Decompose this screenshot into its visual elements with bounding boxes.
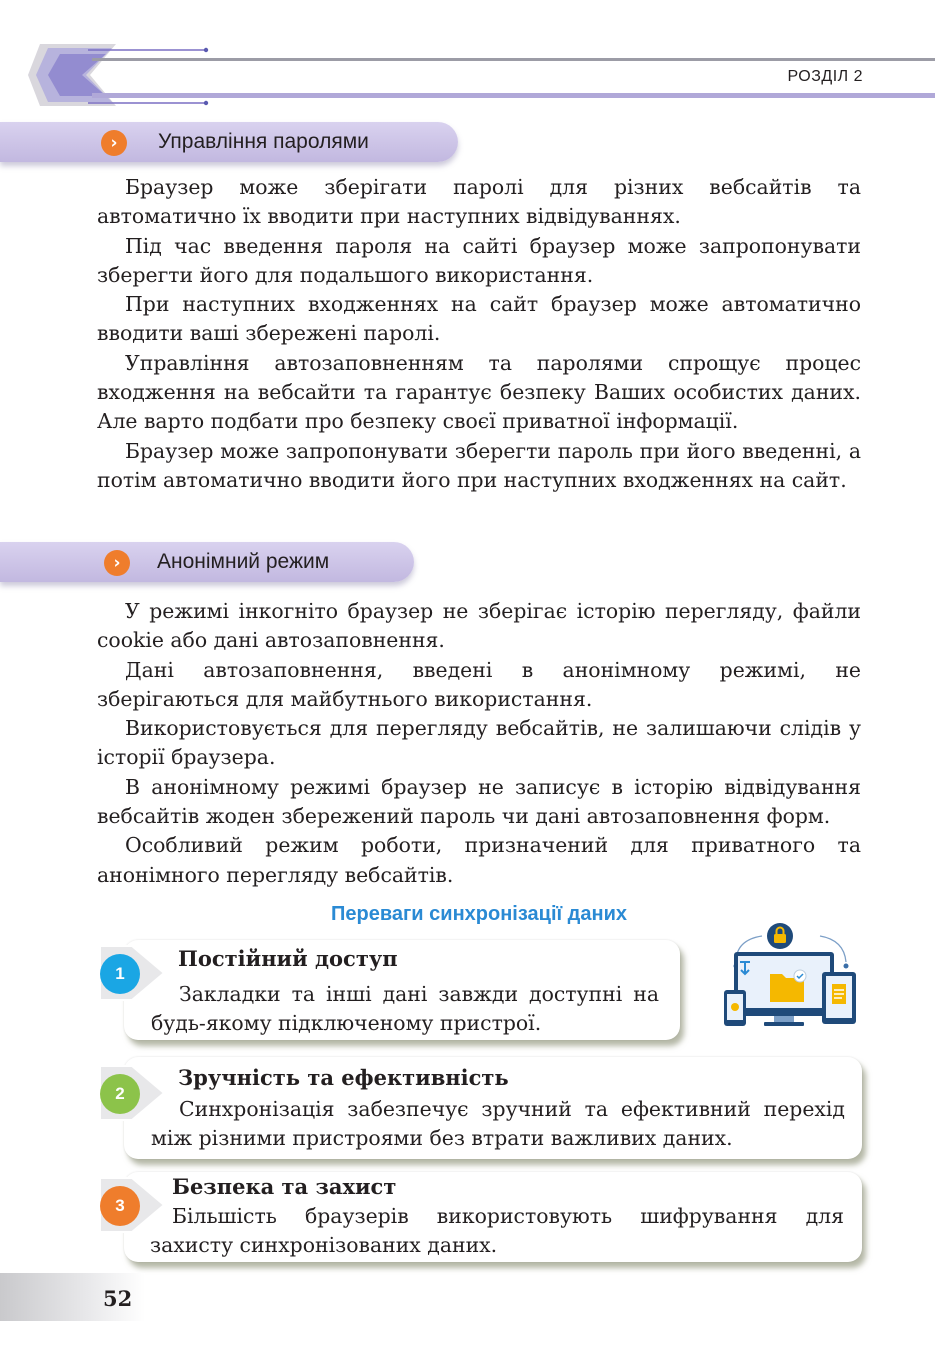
benefit-badge-3 bbox=[92, 1172, 158, 1238]
header-line-bottom bbox=[92, 93, 935, 98]
devices-sync-icon bbox=[718, 918, 864, 1032]
header-chevron-icon bbox=[26, 40, 241, 110]
paragraph: Браузер може запропонувати зберегти пароль при його введенні, а потім автоматично вводити його при наступних входженнях на сайт. bbox=[97, 438, 861, 492]
benefit-card-1 bbox=[124, 940, 680, 1040]
benefit-card-2 bbox=[124, 1057, 862, 1159]
benefits-heading: Переваги синхронізації даних bbox=[330, 903, 627, 925]
section-incognito-text bbox=[97, 597, 861, 890]
paragraph: Дані автозаповнення, введені в анонімному режимі, не зберігаються для майбутнього використання. bbox=[97, 657, 861, 711]
benefit-badge-1 bbox=[92, 940, 158, 1006]
benefit-badge-2 bbox=[92, 1060, 158, 1126]
benefit-title: Постійний доступ bbox=[178, 946, 398, 971]
benefit-title: Безпека та захист bbox=[172, 1174, 397, 1199]
header-line-top bbox=[92, 58, 935, 61]
section-passwords-text bbox=[97, 173, 861, 495]
benefit-title: Зручність та ефективність bbox=[178, 1065, 509, 1090]
benefit-text: Синхронізація забезпечує зручний та ефективний перехід між різними пристроями без втрати важливих даних. bbox=[151, 1097, 845, 1150]
benefit-text: Більшість браузерів використовують шифрування для захисту синхронізованих даних. bbox=[150, 1204, 844, 1257]
section-title: Управління паролями bbox=[158, 130, 369, 153]
paragraph: При наступних входженнях на сайт браузер може автоматично вводити ваші збережені паролі. bbox=[97, 292, 861, 346]
paragraph: У режимі інкогніто браузер не зберігає історію перегляду, файли cookie або дані автозаповнення. bbox=[97, 599, 861, 653]
benefit-card-3 bbox=[124, 1172, 862, 1262]
badge-number: 3 bbox=[100, 1186, 140, 1226]
paragraph: В анонімному режимі браузер не записує в історію відвідування вебсайтів жоден збережений пароль чи дані автозаповнення форм. bbox=[97, 774, 861, 829]
chevron-right-icon: › bbox=[101, 130, 127, 156]
benefit-text: Закладки та інші дані завжди доступні на будь-якому підключеному пристрої. bbox=[151, 982, 659, 1035]
badge-number: 1 bbox=[100, 954, 140, 994]
section-title: Анонімний режим bbox=[157, 550, 330, 573]
badge-number: 2 bbox=[100, 1074, 140, 1114]
section-heading-incognito bbox=[0, 542, 414, 582]
paragraph: Особливий режим роботи, призначений для приватного та анонімного перегляду вебсайтів. bbox=[97, 833, 861, 887]
paragraph: Використовується для перегляду вебсайтів, не залишаючи слідів у історії браузера. bbox=[97, 716, 861, 770]
paragraph: Під час введення пароля на сайті браузер може запропонувати зберегти його для подальшого використання. bbox=[97, 233, 861, 287]
paragraph: Браузер може зберігати паролі для різних вебсайтів та автоматично їх вводити при наступних відвідуваннях. bbox=[97, 175, 861, 229]
paragraph: Управління автозаповненням та паролями спрощує процес входження на вебсайти та гарантує безпеку Ваших особистих даних. Але варто подбати про безпеку своєї приватної інформації. bbox=[97, 350, 861, 434]
chevron-right-icon: › bbox=[104, 550, 130, 576]
page-number: 52 bbox=[103, 1286, 133, 1311]
chapter-label: РОЗДІЛ 2 bbox=[787, 68, 863, 85]
section-heading-passwords bbox=[0, 122, 458, 162]
